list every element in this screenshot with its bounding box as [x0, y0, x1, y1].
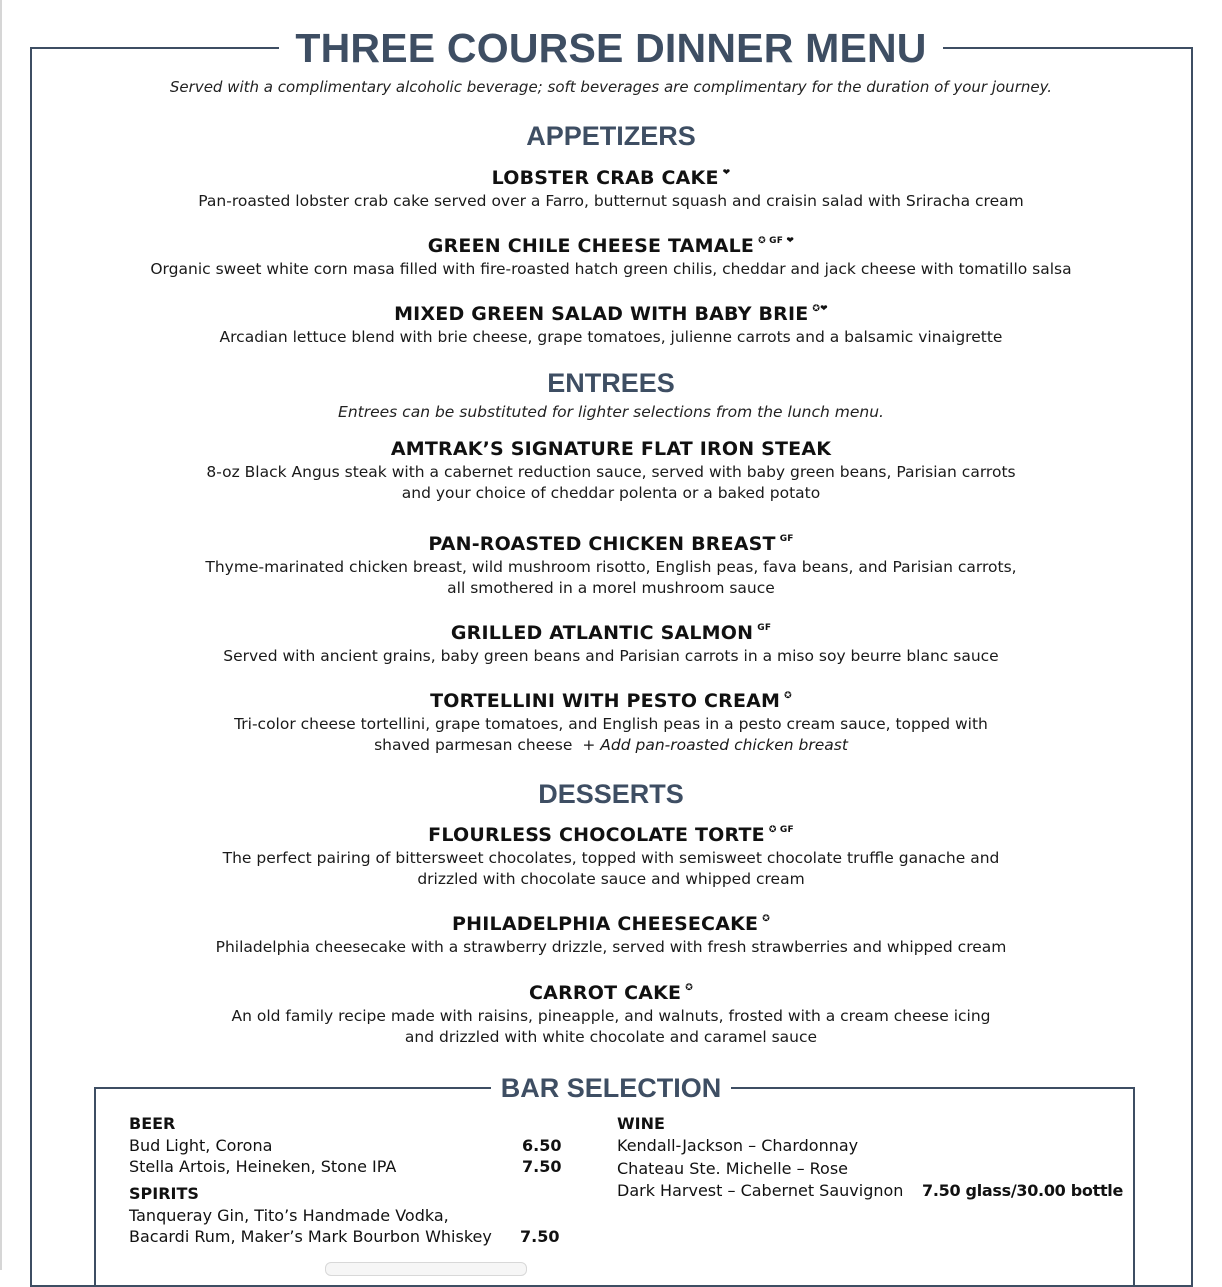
spirits-heading: SPIRITS — [129, 1184, 199, 1203]
bar-selection-heading: BAR SELECTION — [491, 1071, 732, 1105]
dish-name: FLOURLESS CHOCOLATE TORTE $^{✪ GF}$ — [428, 824, 794, 846]
dish-name: PAN-ROASTED CHICKEN BREAST $^{GF}$ — [428, 533, 794, 555]
dish-lobster-crab-cake — [0, 161, 1222, 212]
menu-title: THREE COURSE DINNER MENU — [279, 22, 942, 74]
dish-atlantic-salmon — [0, 616, 1222, 667]
entrees-note: Entrees can be substituted for lighter selections from the lunch menu. — [338, 403, 884, 421]
appetizers-heading: APPETIZERS — [526, 121, 696, 151]
dish-description: An old family recipe made with raisins, pineapple, and walnuts, frosted with a cream cheese icing and drizzled with white chocolate and caramel sauce — [231, 1007, 991, 1046]
menu-title-wrap — [0, 22, 1222, 74]
beer-price-2: 7.50 — [522, 1157, 562, 1176]
dish-description: Philadelphia cheesecake with a strawberry drizzle, served with fresh strawberries and whipped cream — [215, 938, 1007, 956]
dish-name: GREEN CHILE CHEESE TAMALE $^{✪ GF ❤}$ — [427, 235, 795, 257]
diet-marks: ❤ — [722, 168, 731, 178]
diet-marks: ✪ — [685, 983, 693, 993]
dish-description: The perfect pairing of bittersweet chocolates, topped with semisweet chocolate truffle ganache and drizzled with chocolate sauce and whipped cream — [222, 849, 1000, 888]
dish-mixed-green-salad — [0, 297, 1222, 348]
dish-description: Thyme-marinated chicken breast, wild mushroom risotto, English peas, fava beans, and Parisian carrots, all smothered in a morel mushroom sauce — [205, 558, 1017, 597]
dish-name: LOBSTER CRAB CAKE ❤ — [491, 167, 731, 189]
diet-marks: ✪ GF ❤ — [758, 236, 795, 246]
dish-carrot-cake — [0, 976, 1222, 1048]
diet-marks: ✪❤ — [812, 304, 828, 314]
dish-name: CARROT CAKE ✪ — [529, 982, 693, 1004]
dish-description: Organic sweet white corn masa filled with fire-roasted hatch green chilis, cheddar and jack cheese with tomatillo salsa — [150, 260, 1072, 278]
dish-description: Pan-roasted lobster crab cake served over a Farro, butternut squash and craisin salad with Sriracha cream — [198, 192, 1024, 210]
diet-marks: GF — [779, 534, 794, 544]
spirits-line-2: Bacardi Rum, Maker’s Mark Bourbon Whiskey — [129, 1227, 492, 1246]
beer-row-2: Stella Artois, Heineken, Stone IPA — [129, 1157, 397, 1176]
wine-price: 7.50 glass/30.00 bottle — [922, 1181, 1124, 1200]
diet-marks: ✪ GF — [768, 825, 794, 835]
dish-green-chile-tamale — [0, 229, 1222, 280]
beer-row-1: Bud Light, Corona — [129, 1136, 273, 1155]
dish-name: PHILADELPHIA CHEESECAKE ✪ — [452, 913, 770, 935]
add-on-option: + Add pan-roasted chicken breast — [582, 736, 848, 754]
wine-item-3: Dark Harvest – Cabernet Sauvignon — [617, 1181, 904, 1200]
dish-description: Arcadian lettuce blend with brie cheese, grape tomatoes, julienne carrots and a balsamic vinaigrette — [219, 328, 1003, 346]
dish-description: 8-oz Black Angus steak with a cabernet reduction sauce, served with baby green beans, Parisian carrots and your choice of cheddar polenta or a baked potato — [206, 463, 1016, 502]
dish-name: TORTELLINI WITH PESTO CREAM ✪ — [430, 690, 792, 712]
dish-cheesecake — [0, 907, 1222, 958]
dish-description: Served with ancient grains, baby green beans and Parisian carrots in a miso soy beurre blanc sauce — [223, 647, 999, 665]
dish-chicken-breast — [0, 527, 1222, 599]
spirits-line-1: Tanqueray Gin, Tito’s Handmade Vodka, — [129, 1206, 449, 1225]
menu-tagline: Served with a complimentary alcoholic beverage; soft beverages are complimentary for the duration of your journey. — [169, 78, 1053, 96]
dish-flat-iron-steak — [0, 437, 1222, 504]
wine-item-1: Kendall-Jackson – Chardonnay — [617, 1136, 859, 1155]
dish-tortellini — [0, 684, 1222, 756]
entrees-heading: ENTREES — [547, 368, 675, 398]
wine-item-2: Chateau Ste. Michelle – Rose — [617, 1159, 849, 1178]
dish-name: AMTRAK’S SIGNATURE FLAT IRON STEAK — [390, 438, 832, 460]
spirits-price: 7.50 — [520, 1227, 560, 1246]
desserts-heading: DESSERTS — [538, 779, 684, 809]
bar-title-wrap — [0, 1071, 1222, 1105]
wine-heading: WINE — [617, 1114, 665, 1133]
diet-marks: ✪ — [784, 691, 792, 701]
dish-description: Tri-color cheese tortellini, grape tomatoes, and English peas in a pesto cream sauce, topped with shaved parmesan cheese + Add pan-roasted chicken breast — [234, 715, 988, 754]
horizontal-scrollbar[interactable] — [325, 1262, 527, 1276]
dish-name: MIXED GREEN SALAD WITH BABY BRIE ✪❤ — [394, 303, 828, 325]
diet-marks: ✪ — [762, 914, 770, 924]
beer-price-1: 6.50 — [522, 1136, 562, 1155]
dish-name: GRILLED ATLANTIC SALMON $^{GF}$ — [450, 622, 772, 644]
dish-chocolate-torte — [0, 818, 1222, 890]
diet-marks: GF — [757, 623, 772, 633]
beer-heading: BEER — [129, 1114, 176, 1133]
